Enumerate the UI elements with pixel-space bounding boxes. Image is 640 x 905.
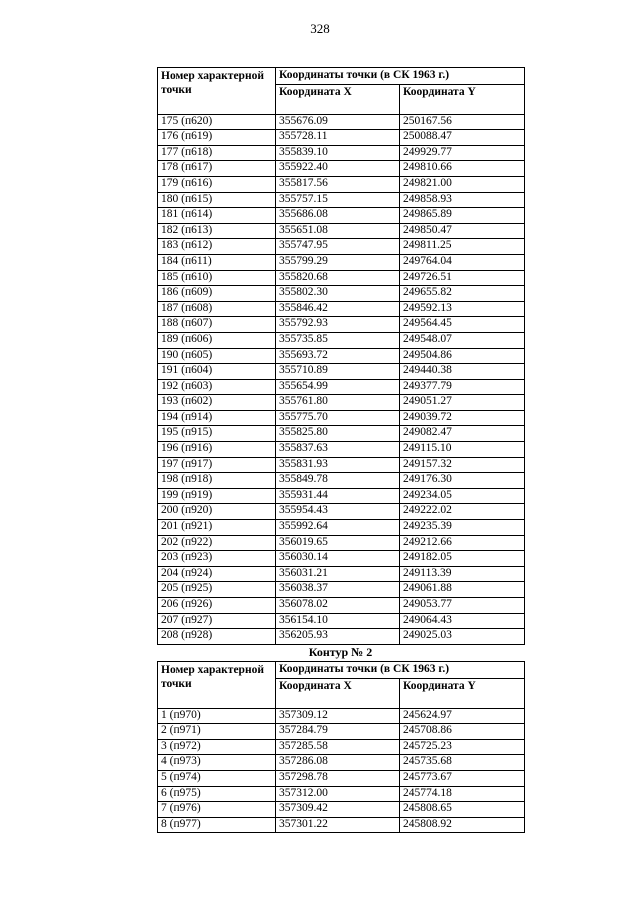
- coordinate-y-cell: 249810.66: [400, 161, 525, 177]
- coordinate-x-cell: 356205.93: [276, 629, 400, 645]
- point-number-cell: 206 (п926): [158, 598, 276, 614]
- table-row: [158, 488, 525, 504]
- coordinate-x-cell: 356078.02: [276, 598, 400, 614]
- point-number-cell: 191 (п604): [158, 364, 276, 380]
- header-coordinate-x: Координата X: [276, 678, 400, 708]
- table-row: [158, 379, 525, 395]
- coordinate-x-cell: 355849.78: [276, 473, 400, 489]
- table-row: [158, 130, 525, 146]
- page-number: 328: [310, 21, 330, 36]
- coordinate-x-cell: 356019.65: [276, 535, 400, 551]
- coordinate-x-cell: 355799.29: [276, 254, 400, 270]
- coordinate-y-cell: 249726.51: [400, 270, 525, 286]
- point-number-cell: 180 (п615): [158, 192, 276, 208]
- table-row: [158, 301, 525, 317]
- coordinate-x-cell: 355757.15: [276, 192, 400, 208]
- coordinate-y-cell: 249592.13: [400, 301, 525, 317]
- coordinate-y-cell: 245624.97: [400, 708, 525, 724]
- table-row: [158, 504, 525, 520]
- coordinate-y-cell: 249061.88: [400, 582, 525, 598]
- point-number-cell: 183 (п612): [158, 239, 276, 255]
- coordinate-x-cell: 355831.93: [276, 457, 400, 473]
- coordinate-y-cell: 249929.77: [400, 145, 525, 161]
- coordinate-y-cell: 249064.43: [400, 613, 525, 629]
- table-row: [158, 566, 525, 582]
- coordinate-x-cell: 357285.58: [276, 739, 400, 755]
- table-row: [158, 724, 525, 740]
- coordinate-x-cell: 356031.21: [276, 566, 400, 582]
- header-coordinate-x: Координата X: [276, 84, 400, 114]
- point-number-cell: 189 (п606): [158, 332, 276, 348]
- point-number-cell: 1 (п970): [158, 708, 276, 724]
- table-row: [158, 582, 525, 598]
- point-number-cell: 208 (п928): [158, 629, 276, 645]
- coordinate-y-cell: 249222.02: [400, 504, 525, 520]
- coordinate-y-cell: 249655.82: [400, 286, 525, 302]
- table-row: [158, 613, 525, 629]
- table-row: [158, 786, 525, 802]
- table-row: [158, 239, 525, 255]
- coordinate-y-cell: 249564.45: [400, 317, 525, 333]
- point-number-cell: 201 (п921): [158, 520, 276, 536]
- point-number-cell: 178 (п617): [158, 161, 276, 177]
- point-number-cell: 184 (п611): [158, 254, 276, 270]
- coordinates-table-2: [157, 661, 525, 833]
- table-row: [158, 270, 525, 286]
- header-point-number: Номер характерной точки: [158, 662, 276, 709]
- coordinate-y-cell: 249821.00: [400, 176, 525, 192]
- header-coordinate-y: Координата Y: [400, 84, 525, 114]
- table-row: [158, 317, 525, 333]
- point-number-cell: 196 (п916): [158, 442, 276, 458]
- coordinate-y-cell: 249115.10: [400, 442, 525, 458]
- point-number-cell: 198 (п918): [158, 473, 276, 489]
- coordinate-x-cell: 355693.72: [276, 348, 400, 364]
- coordinate-x-cell: 355839.10: [276, 145, 400, 161]
- coordinate-x-cell: 355761.80: [276, 395, 400, 411]
- coordinate-x-cell: 355922.40: [276, 161, 400, 177]
- table-row: [158, 254, 525, 270]
- coordinate-y-cell: 249377.79: [400, 379, 525, 395]
- coordinate-x-cell: 355817.56: [276, 176, 400, 192]
- coordinate-y-cell: 249113.39: [400, 566, 525, 582]
- coordinate-y-cell: 249039.72: [400, 410, 525, 426]
- point-number-cell: 179 (п616): [158, 176, 276, 192]
- coordinate-x-cell: 355676.09: [276, 114, 400, 130]
- coordinate-x-cell: 357309.12: [276, 708, 400, 724]
- header-coordinates: Координаты точки (в СК 1963 г.): [276, 662, 525, 679]
- coordinate-x-cell: 357309.42: [276, 802, 400, 818]
- table-row: [158, 176, 525, 192]
- contour-title: Контур № 2: [308, 645, 373, 659]
- coordinates-table-1: [157, 67, 525, 645]
- header-coordinate-y: Координата Y: [400, 678, 525, 708]
- point-number-cell: 5 (п974): [158, 770, 276, 786]
- coordinate-y-cell: 245708.86: [400, 724, 525, 740]
- coordinate-y-cell: 249051.27: [400, 395, 525, 411]
- coordinate-x-cell: 355710.89: [276, 364, 400, 380]
- point-number-cell: 190 (п605): [158, 348, 276, 364]
- coordinate-y-cell: 250167.56: [400, 114, 525, 130]
- coordinate-x-cell: 355802.30: [276, 286, 400, 302]
- point-number-cell: 205 (п925): [158, 582, 276, 598]
- point-number-cell: 177 (п618): [158, 145, 276, 161]
- coordinate-x-cell: 355747.95: [276, 239, 400, 255]
- table-row: [158, 145, 525, 161]
- coordinate-x-cell: 357286.08: [276, 755, 400, 771]
- coordinate-y-cell: 249811.25: [400, 239, 525, 255]
- table-row: [158, 332, 525, 348]
- table-row: [158, 223, 525, 239]
- point-number-cell: 199 (п919): [158, 488, 276, 504]
- point-number-cell: 186 (п609): [158, 286, 276, 302]
- coordinate-x-cell: 355837.63: [276, 442, 400, 458]
- point-number-cell: 4 (п973): [158, 755, 276, 771]
- table-row: [158, 802, 525, 818]
- table-row: [158, 161, 525, 177]
- coordinate-y-cell: 249764.04: [400, 254, 525, 270]
- point-number-cell: 182 (п613): [158, 223, 276, 239]
- coordinate-x-cell: 355792.93: [276, 317, 400, 333]
- table-row: [158, 457, 525, 473]
- table-row: [158, 442, 525, 458]
- point-number-cell: 2 (п971): [158, 724, 276, 740]
- table-row: [158, 817, 525, 833]
- coordinate-x-cell: 355775.70: [276, 410, 400, 426]
- point-number-cell: 6 (п975): [158, 786, 276, 802]
- coordinate-x-cell: 357312.00: [276, 786, 400, 802]
- coordinate-x-cell: 355820.68: [276, 270, 400, 286]
- coordinate-x-cell: 355651.08: [276, 223, 400, 239]
- coordinate-y-cell: 249082.47: [400, 426, 525, 442]
- table-row: [158, 739, 525, 755]
- coordinate-x-cell: 356154.10: [276, 613, 400, 629]
- coordinate-x-cell: 355931.44: [276, 488, 400, 504]
- table-row: [158, 473, 525, 489]
- coordinate-y-cell: 249850.47: [400, 223, 525, 239]
- coordinate-y-cell: 249234.05: [400, 488, 525, 504]
- coordinate-x-cell: 355825.80: [276, 426, 400, 442]
- point-number-cell: 193 (п602): [158, 395, 276, 411]
- point-number-cell: 188 (п607): [158, 317, 276, 333]
- point-number-cell: 187 (п608): [158, 301, 276, 317]
- point-number-cell: 197 (п917): [158, 457, 276, 473]
- point-number-cell: 207 (п927): [158, 613, 276, 629]
- table-row: [158, 192, 525, 208]
- point-number-cell: 204 (п924): [158, 566, 276, 582]
- coordinate-y-cell: 245773.67: [400, 770, 525, 786]
- point-number-cell: 3 (п972): [158, 739, 276, 755]
- coordinate-y-cell: 249504.86: [400, 348, 525, 364]
- table-row: [158, 286, 525, 302]
- coordinate-y-cell: 249182.05: [400, 551, 525, 567]
- coordinate-x-cell: 356038.37: [276, 582, 400, 598]
- table-row: [158, 629, 525, 645]
- coordinate-y-cell: 245774.18: [400, 786, 525, 802]
- point-number-cell: 194 (п914): [158, 410, 276, 426]
- point-number-cell: 8 (п977): [158, 817, 276, 833]
- table-row: [158, 208, 525, 224]
- coordinate-y-cell: 249235.39: [400, 520, 525, 536]
- coordinate-x-cell: 357284.79: [276, 724, 400, 740]
- coordinate-x-cell: 357301.22: [276, 817, 400, 833]
- table-row: [158, 410, 525, 426]
- coordinate-y-cell: 249440.38: [400, 364, 525, 380]
- coordinate-y-cell: 249025.03: [400, 629, 525, 645]
- coordinate-y-cell: 245808.65: [400, 802, 525, 818]
- table-row: [158, 364, 525, 380]
- point-number-cell: 176 (п619): [158, 130, 276, 146]
- coordinate-x-cell: 355728.11: [276, 130, 400, 146]
- table-row: [158, 708, 525, 724]
- coordinate-x-cell: 355735.85: [276, 332, 400, 348]
- header-coordinates: Координаты точки (в СК 1963 г.): [276, 68, 525, 85]
- table-row: [158, 755, 525, 771]
- coordinate-y-cell: 250088.47: [400, 130, 525, 146]
- point-number-cell: 195 (п915): [158, 426, 276, 442]
- table-row: [158, 535, 525, 551]
- table-row: [158, 348, 525, 364]
- point-number-cell: 185 (п610): [158, 270, 276, 286]
- point-number-cell: 181 (п614): [158, 208, 276, 224]
- point-number-cell: 202 (п922): [158, 535, 276, 551]
- coordinate-y-cell: 245808.92: [400, 817, 525, 833]
- header-point-number: Номер характерной точки: [158, 68, 276, 115]
- coordinate-x-cell: 355686.08: [276, 208, 400, 224]
- point-number-cell: 7 (п976): [158, 802, 276, 818]
- table-row: [158, 598, 525, 614]
- coordinate-y-cell: 249053.77: [400, 598, 525, 614]
- table-row: [158, 426, 525, 442]
- coordinate-x-cell: 357298.78: [276, 770, 400, 786]
- point-number-cell: 203 (п923): [158, 551, 276, 567]
- point-number-cell: 175 (п620): [158, 114, 276, 130]
- coordinate-x-cell: 355654.99: [276, 379, 400, 395]
- coordinate-y-cell: 249548.07: [400, 332, 525, 348]
- coordinate-y-cell: 249858.93: [400, 192, 525, 208]
- coordinate-x-cell: 355992.64: [276, 520, 400, 536]
- point-number-cell: 200 (п920): [158, 504, 276, 520]
- coordinate-x-cell: 355954.43: [276, 504, 400, 520]
- coordinate-x-cell: 356030.14: [276, 551, 400, 567]
- table-row: [158, 551, 525, 567]
- coordinate-y-cell: 249157.32: [400, 457, 525, 473]
- coordinate-y-cell: 249865.89: [400, 208, 525, 224]
- coordinate-y-cell: 249212.66: [400, 535, 525, 551]
- coordinate-y-cell: 245735.68: [400, 755, 525, 771]
- table-row: [158, 114, 525, 130]
- table-row: [158, 770, 525, 786]
- table-row: [158, 395, 525, 411]
- coordinate-y-cell: 245725.23: [400, 739, 525, 755]
- point-number-cell: 192 (п603): [158, 379, 276, 395]
- coordinate-y-cell: 249176.30: [400, 473, 525, 489]
- coordinate-x-cell: 355846.42: [276, 301, 400, 317]
- table-row: [158, 520, 525, 536]
